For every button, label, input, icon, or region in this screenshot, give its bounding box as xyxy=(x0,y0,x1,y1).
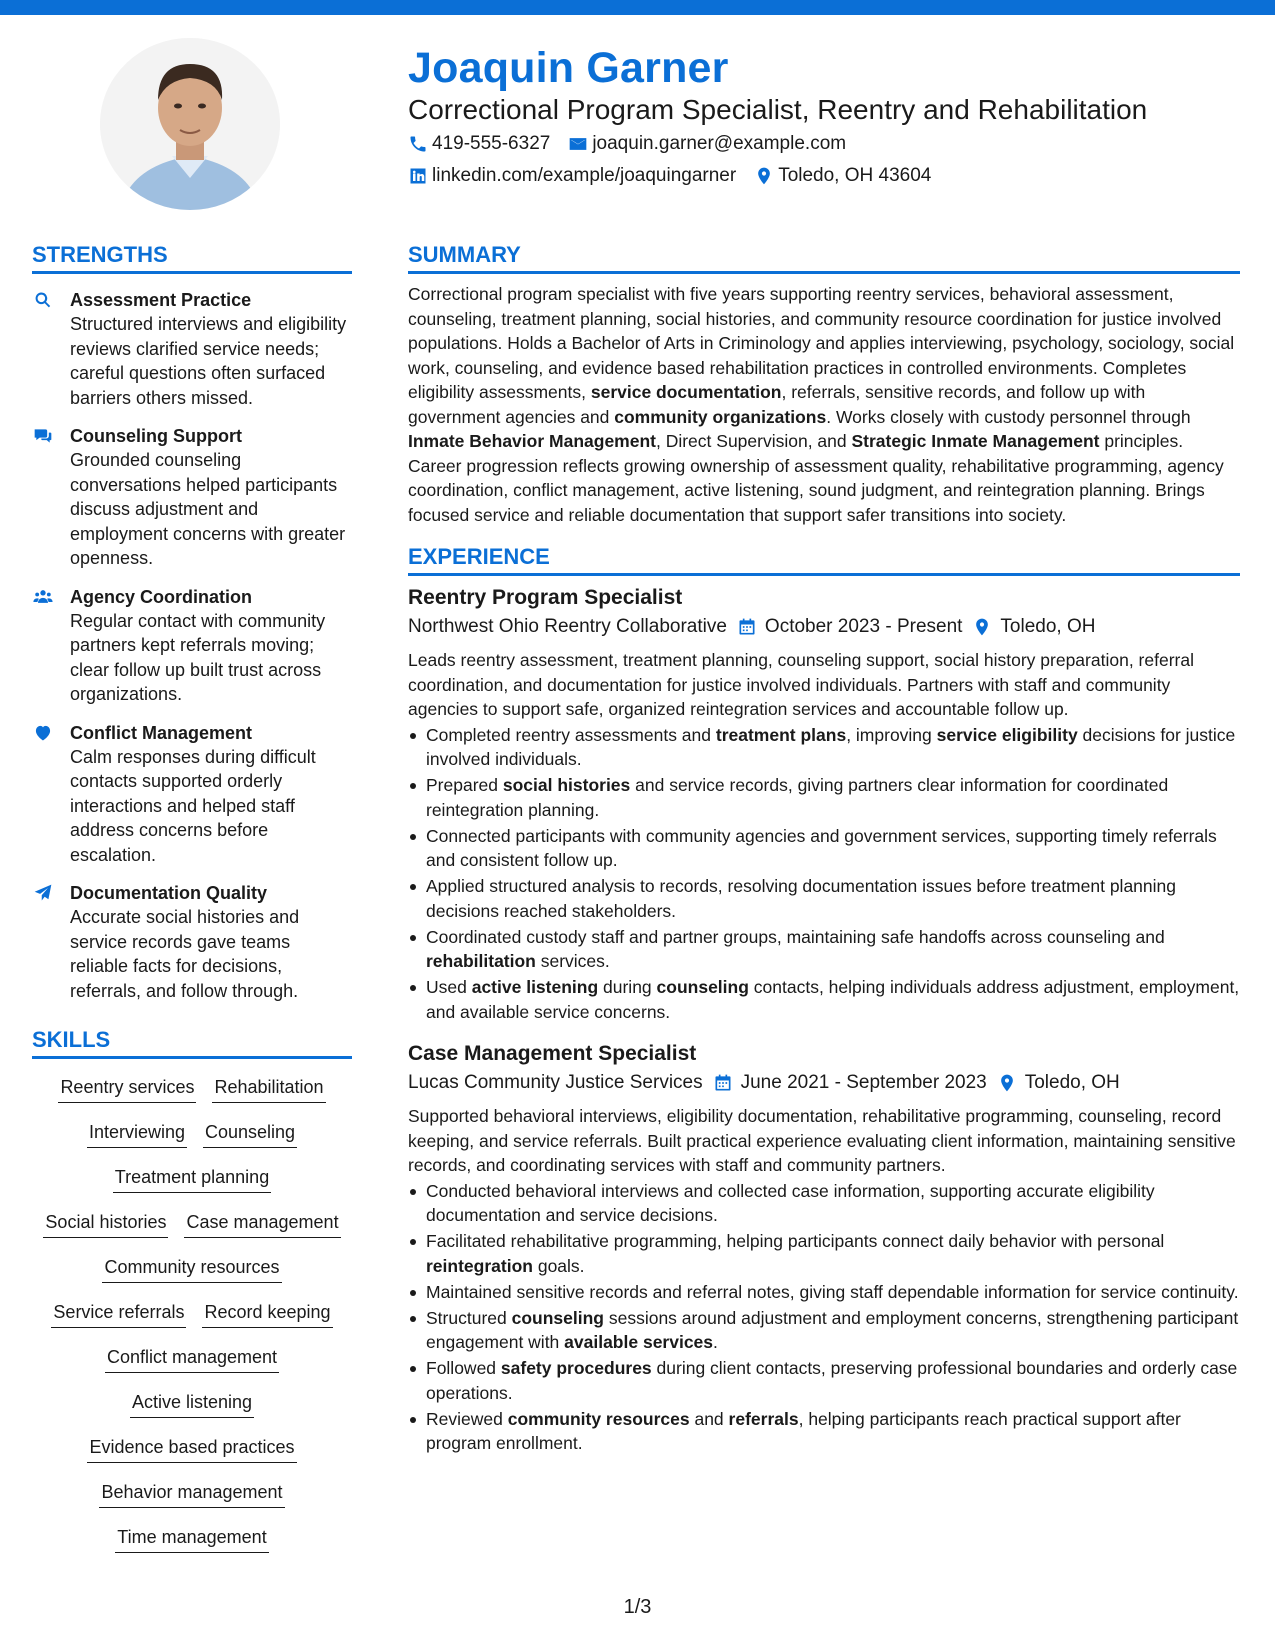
text-segment: Correctional program specialist with five years supporting reentry services, behavioral assessment, counseling, treatment planning, social histories, and community resource coordination for justice involved populations. Holds a Bachelor of Arts in Criminology and applies interviewing, psychology, sociology, social work, counseling, and evidence based rehabilitation practices in controlled environments. Completes eligibility assessments, xyxy=(408,284,1235,402)
bold-phrase: community organizations xyxy=(614,406,827,427)
text-segment: Coordinated custody staff and partner groups, maintaining safe handoffs across counseling and xyxy=(426,926,1165,947)
experience-heading: EXPERIENCE xyxy=(408,544,1240,576)
text-segment: during xyxy=(598,977,657,997)
job-bullet xyxy=(408,874,1240,923)
strength-name: Assessment Practice xyxy=(70,290,252,310)
chat-icon xyxy=(32,426,54,446)
calendar-icon xyxy=(737,617,757,637)
linkedin-icon xyxy=(408,166,428,186)
text-segment: , Direct Supervision, and xyxy=(655,431,852,451)
map-pin-icon xyxy=(997,1073,1017,1093)
envelope-icon xyxy=(568,134,588,154)
text-segment: Facilitated rehabilitative programming, helping participants connect daily behavior with personal xyxy=(426,1231,1165,1251)
text-segment: Connected participants with community agencies and government services, supporting timely referrals and consistent follow up. xyxy=(426,825,1217,870)
strength-item xyxy=(32,585,352,707)
strength-description: Calm responses during difficult contacts supported orderly interactions and helped staff address concerns before escalation. xyxy=(70,746,316,865)
job-bullets xyxy=(408,723,1240,1025)
experience-section xyxy=(408,544,1240,1456)
skill-tag: Service referrals xyxy=(51,1302,186,1328)
users-icon xyxy=(32,587,54,607)
skill-tag: Record keeping xyxy=(202,1302,332,1328)
bold-phrase: counseling xyxy=(656,977,749,997)
bold-phrase: safety procedures xyxy=(500,1358,652,1378)
bold-phrase: active listening xyxy=(471,977,599,997)
bold-phrase: Strategic Inmate Management xyxy=(851,431,1100,451)
strength-item xyxy=(32,721,352,868)
phone-text: 419-555-6327 xyxy=(432,133,551,154)
bold-phrase: counseling xyxy=(511,1307,604,1328)
strength-description: Structured interviews and eligibility reviews clarified service needs; careful questions often surfaced barriers others missed. xyxy=(70,314,347,408)
job-entry xyxy=(408,1040,1240,1456)
bold-phrase: rehabilitation xyxy=(426,951,536,971)
location-text: Toledo, OH 43604 xyxy=(778,165,932,186)
calendar-icon xyxy=(713,1073,733,1093)
text-segment: Maintained sensitive records and referral notes, giving staff dependable information for service continuity. xyxy=(426,1281,1239,1302)
text-segment: during client contacts, preserving professional boundaries and orderly case operations. xyxy=(426,1358,1238,1403)
text-segment: Followed xyxy=(426,1358,501,1378)
job-title: Reentry Program Specialist xyxy=(408,586,683,609)
text-segment: Structured xyxy=(426,1307,512,1328)
strengths-heading: STRENGTHS xyxy=(32,242,352,274)
text-segment: and xyxy=(689,1408,729,1429)
job-bullet xyxy=(408,925,1240,974)
strength-description: Grounded counseling conversations helped participants discuss adjustment and employment concerns with greater openness. xyxy=(70,450,346,568)
bold-phrase: service documentation xyxy=(590,382,782,402)
skill-tag: Time management xyxy=(115,1527,268,1553)
skill-tag: Counseling xyxy=(203,1122,297,1148)
strength-name: Counseling Support xyxy=(70,426,242,446)
text-segment: , helping participants reach practical support after program enrollment. xyxy=(426,1408,1181,1453)
text-segment: contacts, helping individuals address adjustment, employment, and available service concerns. xyxy=(426,977,1240,1022)
bold-phrase: Inmate Behavior Management xyxy=(408,431,656,451)
skill-tag: Reentry services xyxy=(58,1077,196,1103)
skill-tag: Treatment planning xyxy=(113,1167,271,1193)
strength-item xyxy=(32,881,352,1003)
profile-photo xyxy=(100,38,280,210)
job-meta xyxy=(408,1068,1240,1098)
text-segment: decisions for justice involved individuals. xyxy=(426,724,1236,769)
job-bullet xyxy=(408,723,1240,772)
text-segment: , improving xyxy=(846,724,937,745)
text-segment: Completed reentry assessments and xyxy=(426,724,716,745)
job-bullets xyxy=(408,1179,1240,1456)
profile-photo-illustration xyxy=(100,38,280,210)
bold-phrase: referrals xyxy=(728,1408,799,1429)
job-location: Toledo, OH xyxy=(1024,1072,1120,1093)
text-segment: principles. Career progression reflects growing ownership of assessment quality, rehabilitative programming, agency coordination, conflict management, active listening, sound judgment, and reintegration planning. Brings focused service and reliable documentation that support safer transitions into society. xyxy=(408,431,1224,525)
job-dates: June 2021 - September 2023 xyxy=(740,1072,987,1093)
candidate-title: Correctional Program Specialist, Reentry and Rehabilitation xyxy=(408,94,1148,125)
bold-phrase: treatment plans xyxy=(715,724,847,745)
job-title: Case Management Specialist xyxy=(408,1042,697,1065)
job-bullet xyxy=(408,1407,1240,1456)
job-dates: October 2023 - Present xyxy=(764,616,963,637)
skill-tag: Interviewing xyxy=(87,1122,187,1148)
paper-plane-icon xyxy=(32,883,54,903)
skill-tag: Evidence based practices xyxy=(87,1437,296,1463)
bold-phrase: available services xyxy=(564,1332,714,1352)
phone-contact[interactable] xyxy=(408,133,550,155)
location-contact xyxy=(754,165,931,187)
job-bullet xyxy=(408,1306,1240,1355)
map-pin-icon xyxy=(754,166,774,186)
page-number: 1/3 xyxy=(623,1596,652,1618)
email-contact[interactable] xyxy=(568,133,846,155)
strength-name: Documentation Quality xyxy=(70,883,268,903)
skill-tag: Active listening xyxy=(130,1392,254,1418)
job-description: Supported behavioral interviews, eligibility documentation, rehabilitative programming, counseling, record keeping, and service referrals. Built practical experience evaluating client information, maintaining sensitive records, and coordinating services with staff and community partners. xyxy=(408,1106,1236,1175)
email-text: joaquin.garner@example.com xyxy=(592,133,847,154)
text-segment: , referrals, sensitive records, and follow up with government agencies and xyxy=(408,382,1146,427)
strength-description: Accurate social histories and service records gave teams reliable facts for decisions, referrals, and follow through. xyxy=(70,907,300,1001)
skills-heading: SKILLS xyxy=(32,1027,352,1059)
strength-name: Agency Coordination xyxy=(70,586,253,607)
skill-tag: Behavior management xyxy=(99,1482,284,1508)
right-column xyxy=(408,242,1240,1457)
job-bullet xyxy=(408,1179,1240,1228)
skill-tag: Social histories xyxy=(43,1212,168,1238)
job-entry xyxy=(408,584,1240,1024)
text-segment: sessions around adjustment and employment concerns, strengthening participant engagement with xyxy=(426,1307,1239,1352)
bold-phrase: social histories xyxy=(502,775,631,795)
skill-tag: Community resources xyxy=(102,1257,281,1283)
contact-row-primary xyxy=(408,133,846,155)
skill-tag: Case management xyxy=(184,1212,340,1238)
bold-phrase: reintegration xyxy=(426,1255,533,1276)
heart-icon xyxy=(32,723,54,743)
map-pin-icon xyxy=(972,617,992,637)
linkedin-text: linkedin.com/example/joaquingarner xyxy=(432,165,737,186)
text-segment: Reviewed xyxy=(426,1408,508,1429)
job-bullet xyxy=(408,1229,1240,1278)
job-bullet xyxy=(408,1280,1240,1305)
job-location: Toledo, OH xyxy=(1000,616,1096,637)
linkedin-contact[interactable] xyxy=(408,165,736,187)
left-column xyxy=(32,242,352,1566)
text-segment: . xyxy=(713,1332,718,1352)
text-segment: goals. xyxy=(532,1255,585,1276)
contact-row-secondary xyxy=(408,165,931,187)
bold-phrase: community resources xyxy=(507,1408,690,1429)
skill-tag: Conflict management xyxy=(105,1347,279,1373)
text-segment: and service records, giving partners clear information for coordinated reintegration planning. xyxy=(426,775,1169,820)
text-segment: Used xyxy=(426,977,472,997)
text-segment: Prepared xyxy=(426,775,503,795)
strength-item xyxy=(32,424,352,571)
text-segment: Conducted behavioral interviews and collected case information, supporting accurate eligibility documentation and service decisions. xyxy=(426,1180,1155,1225)
company-name: Lucas Community Justice Services xyxy=(408,1072,703,1093)
strength-item xyxy=(32,288,352,410)
strength-name: Conflict Management xyxy=(70,722,253,743)
candidate-name: Joaquin Garner xyxy=(408,44,729,92)
skills-list xyxy=(32,1071,352,1566)
text-segment: . Works closely with custody personnel through xyxy=(826,406,1191,427)
search-icon xyxy=(32,290,54,310)
job-bullet xyxy=(408,1356,1240,1405)
text-segment: Applied structured analysis to records, resolving documentation issues before treatment planning decisions reached stakeholders. xyxy=(426,876,1176,921)
job-description: Leads reentry assessment, treatment planning, counseling support, social history preparation, referral coordination, and documentation for justice involved individuals. Partners with staff and community agencies to support safe, organized reintegration services and accountable follow up. xyxy=(408,650,1194,719)
skills-section xyxy=(32,1027,352,1566)
summary-text xyxy=(408,282,1240,527)
bold-phrase: service eligibility xyxy=(936,724,1078,745)
summary-heading: SUMMARY xyxy=(408,242,1240,274)
text-segment: services. xyxy=(535,951,610,971)
job-bullet xyxy=(408,975,1240,1024)
job-meta xyxy=(408,612,1240,642)
job-bullet xyxy=(408,824,1240,873)
job-bullet xyxy=(408,773,1240,822)
skill-tag: Rehabilitation xyxy=(212,1077,325,1103)
phone-icon xyxy=(408,134,428,154)
strength-description: Regular contact with community partners kept referrals moving; clear follow up built trust across organizations. xyxy=(70,610,326,704)
top-accent-bar xyxy=(0,0,1275,15)
company-name: Northwest Ohio Reentry Collaborative xyxy=(408,616,727,637)
